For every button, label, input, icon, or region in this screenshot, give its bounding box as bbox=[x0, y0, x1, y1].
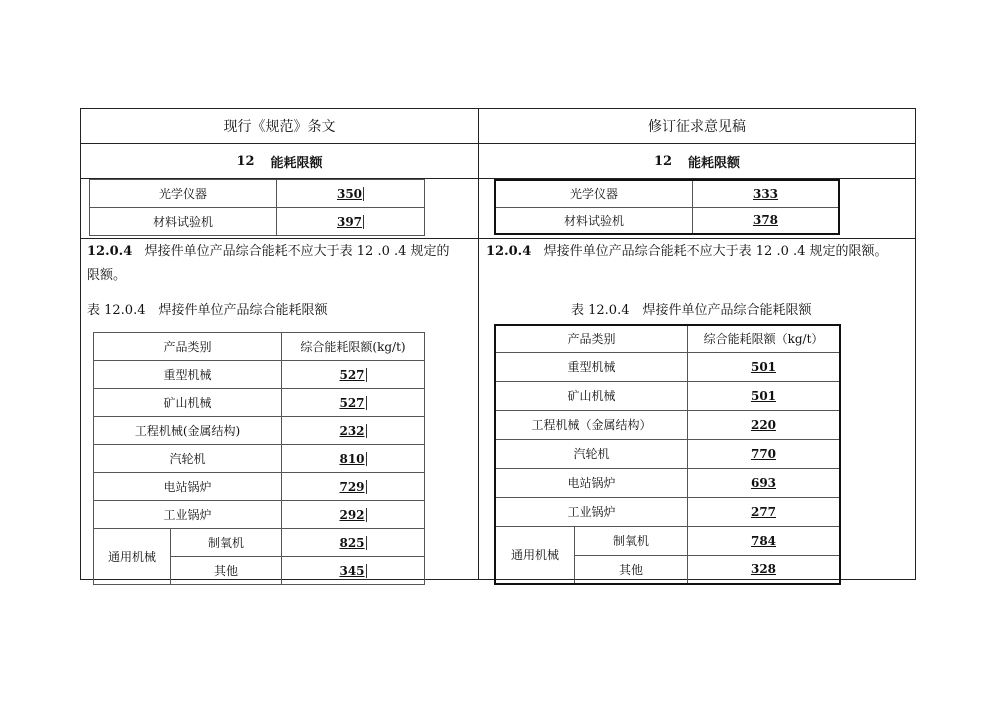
table-row bbox=[90, 208, 425, 236]
row-divider bbox=[81, 238, 915, 239]
column-divider bbox=[478, 109, 479, 579]
right-main-table bbox=[494, 324, 841, 585]
cell-name: 电站锅炉 bbox=[495, 468, 688, 497]
cell-name: 光学仪器 bbox=[495, 180, 693, 207]
cell-name: 工程机械(金属结构) bbox=[94, 417, 282, 445]
cell-name: 工业锅炉 bbox=[94, 501, 282, 529]
left-main-table bbox=[93, 332, 425, 585]
table-header-row bbox=[495, 325, 840, 352]
table-row bbox=[90, 180, 425, 208]
cell-value: 397 bbox=[277, 208, 425, 236]
left-clause bbox=[87, 240, 472, 288]
table-row bbox=[94, 529, 425, 557]
table-row bbox=[495, 497, 840, 526]
clause-text: 焊接件单位产品综合能耗不应大于表 12 .0 .4 规定的限额。 bbox=[543, 244, 888, 259]
left-top-table bbox=[89, 179, 425, 236]
table-row bbox=[94, 445, 425, 473]
cell-value: 527 bbox=[282, 389, 425, 417]
cell-name: 矿山机械 bbox=[94, 389, 282, 417]
clause-text: 焊接件单位产品综合能耗不应大于表 12 .0 .4 规定的 bbox=[144, 244, 450, 259]
column-header: 产品类别 bbox=[495, 325, 688, 352]
right-section-heading bbox=[479, 144, 915, 178]
cell-value: 810 bbox=[282, 445, 425, 473]
cell-value: 350 bbox=[277, 180, 425, 208]
table-row bbox=[495, 526, 840, 555]
cell-name: 制氧机 bbox=[575, 526, 688, 555]
comparison-table bbox=[80, 108, 916, 580]
left-column-title: 现行《规范》条文 bbox=[223, 119, 336, 135]
cell-value: 277 bbox=[688, 497, 841, 526]
table-header-row bbox=[94, 333, 425, 361]
table-row bbox=[94, 501, 425, 529]
right-top-table bbox=[494, 179, 840, 235]
cell-name: 汽轮机 bbox=[495, 439, 688, 468]
group-name: 通用机械 bbox=[94, 529, 171, 585]
column-header: 综合能耗限额(kg/t) bbox=[282, 333, 425, 361]
cell-name: 制氧机 bbox=[171, 529, 282, 557]
table-row bbox=[94, 473, 425, 501]
cell-name: 材料试验机 bbox=[495, 207, 693, 234]
cell-value: 292 bbox=[282, 501, 425, 529]
right-column-title: 修订征求意见稿 bbox=[648, 119, 746, 135]
left-section-heading bbox=[81, 144, 478, 178]
section-number: 12 bbox=[653, 153, 673, 169]
cell-name: 重型机械 bbox=[94, 361, 282, 389]
table-row bbox=[495, 410, 840, 439]
cell-value: 333 bbox=[693, 180, 840, 207]
cell-value: 328 bbox=[688, 555, 841, 584]
cell-value: 220 bbox=[688, 410, 841, 439]
cell-value: 501 bbox=[688, 352, 841, 381]
cell-value: 770 bbox=[688, 439, 841, 468]
cell-value: 232 bbox=[282, 417, 425, 445]
cell-name: 汽轮机 bbox=[94, 445, 282, 473]
cell-name: 电站锅炉 bbox=[94, 473, 282, 501]
table-row bbox=[495, 439, 840, 468]
cell-name: 材料试验机 bbox=[90, 208, 277, 236]
cell-name: 其他 bbox=[171, 557, 282, 585]
table-row bbox=[495, 180, 839, 207]
cell-name: 工业锅炉 bbox=[495, 497, 688, 526]
clause-number: 12.0.4 bbox=[87, 244, 133, 259]
right-table-caption: 表 12.0.4 焊接件单位产品综合能耗限额 bbox=[571, 303, 812, 318]
cell-name: 重型机械 bbox=[495, 352, 688, 381]
cell-value: 527 bbox=[282, 361, 425, 389]
section-number: 12 bbox=[236, 153, 255, 169]
cell-value: 784 bbox=[688, 526, 841, 555]
clause-text: 限额。 bbox=[87, 268, 127, 283]
column-header: 综合能耗限额（kg/t） bbox=[688, 325, 841, 352]
table-row bbox=[495, 468, 840, 497]
table-row bbox=[495, 381, 840, 410]
column-header: 产品类别 bbox=[94, 333, 282, 361]
cell-value: 729 bbox=[282, 473, 425, 501]
left-table-caption: 表 12.0.4 焊接件单位产品综合能耗限额 bbox=[87, 303, 328, 318]
group-name: 通用机械 bbox=[495, 526, 575, 584]
cell-value: 825 bbox=[282, 529, 425, 557]
right-clause bbox=[486, 240, 911, 264]
cell-value: 501 bbox=[688, 381, 841, 410]
table-row bbox=[94, 389, 425, 417]
cell-name: 矿山机械 bbox=[495, 381, 688, 410]
section-title: 能耗限额 bbox=[688, 155, 741, 171]
cell-name: 光学仪器 bbox=[90, 180, 277, 208]
table-row bbox=[495, 352, 840, 381]
cell-name: 工程机械（金属结构） bbox=[495, 410, 688, 439]
cell-value: 378 bbox=[693, 207, 840, 234]
table-row bbox=[94, 361, 425, 389]
cell-value: 693 bbox=[688, 468, 841, 497]
cell-name: 其他 bbox=[575, 555, 688, 584]
clause-number: 12.0.4 bbox=[486, 244, 532, 259]
section-title: 能耗限额 bbox=[270, 155, 323, 171]
cell-value: 345 bbox=[282, 557, 425, 585]
table-row bbox=[94, 417, 425, 445]
table-row bbox=[495, 207, 839, 234]
